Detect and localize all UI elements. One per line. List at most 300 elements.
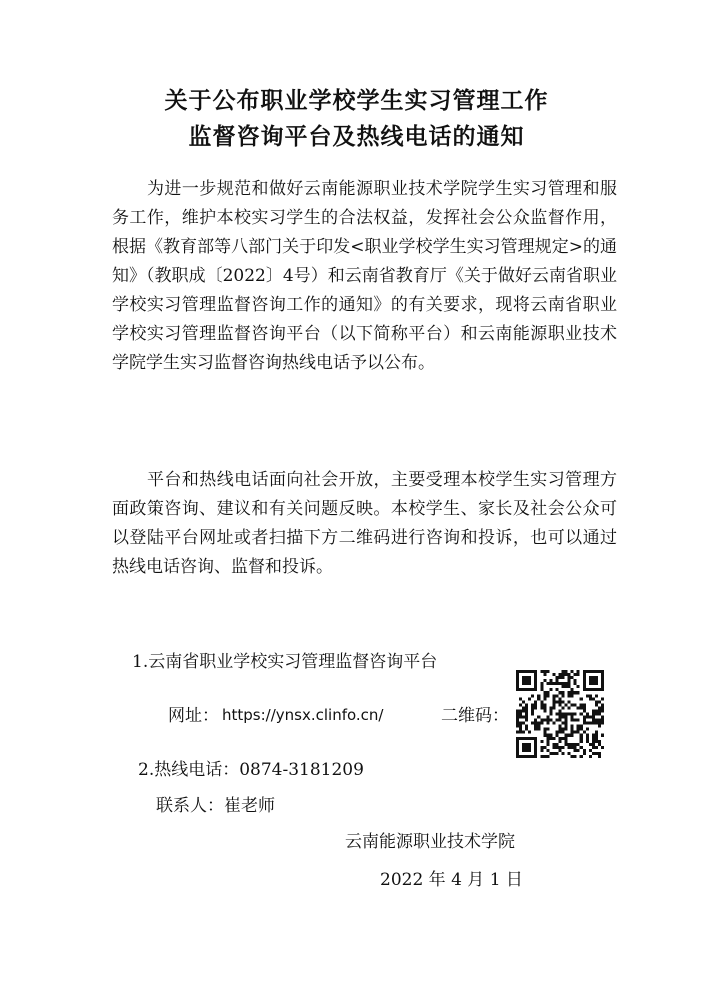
qr-module [574,749,577,752]
qr-module [552,697,555,700]
qr-module [531,722,534,725]
qr-module [516,743,519,746]
qr-module [534,722,537,725]
qr-module [586,734,589,737]
qr-module [522,700,525,703]
qr-module [601,716,604,719]
qr-module [586,716,589,719]
qr-module [577,706,580,709]
qr-module [546,716,549,719]
qr-module [519,712,522,715]
qr-module [525,743,528,746]
qr-module [577,728,580,731]
qr-module [516,749,519,752]
qr-module [562,685,565,688]
qr-module [534,752,537,755]
qr-module [580,703,583,706]
qr-module [568,746,571,749]
qr-module [577,719,580,722]
qr-module [562,706,565,709]
qr-module [598,743,601,746]
qr-module [549,709,552,712]
qr-module [589,697,592,700]
qr-module [571,712,574,715]
qr-module [565,722,568,725]
qr-module [528,682,531,685]
qr-module [558,737,561,740]
qr-module [580,697,583,700]
qr-module [543,673,546,676]
qr-module [589,743,592,746]
qr-module [543,706,546,709]
qr-module [549,688,552,691]
qr-module [583,703,586,706]
qr-module [562,746,565,749]
qr-module [580,706,583,709]
qr-module [528,697,531,700]
qr-module [583,676,586,679]
qr-module [574,691,577,694]
qr-module [516,673,519,676]
qr-module [574,746,577,749]
qr-module [525,709,528,712]
qr-module [601,670,604,673]
qr-module [537,697,540,700]
qr-module [592,734,595,737]
document-title-line-1: 关于公布职业学校学生实习管理工作 [164,88,549,114]
qr-module [525,706,528,709]
qr-module [598,752,601,755]
qr-module [568,685,571,688]
qr-module [525,719,528,722]
qr-module [525,703,528,706]
qr-module [534,670,537,673]
qr-module [519,737,522,740]
qr-module [516,737,519,740]
qr-module [601,703,604,706]
qr-module [571,670,574,673]
qr-module [595,688,598,691]
qr-module [525,712,528,715]
qr-module [555,694,558,697]
qr-module [516,688,519,691]
qr-module [558,697,561,700]
qr-module [571,719,574,722]
qr-module [522,722,525,725]
qr-module [519,755,522,758]
qr-module [583,673,586,676]
qr-module [583,709,586,712]
qr-module [598,740,601,743]
qr-module [552,700,555,703]
qr-module [577,731,580,734]
qr-module [583,670,586,673]
qr-module [528,676,531,679]
signature-date: 2022 年 4 月 1 日 [380,870,523,890]
qr-module [562,670,565,673]
qr-module [583,679,586,682]
qr-module [549,737,552,740]
qr-module [565,728,568,731]
qr-module [516,755,519,758]
qr-module [540,688,543,691]
qr-module [546,719,549,722]
qr-module [592,670,595,673]
qr-module [571,734,574,737]
qr-module [522,755,525,758]
qr-module [552,673,555,676]
qr-module [546,740,549,743]
qr-module [601,706,604,709]
qr-module [555,679,558,682]
qr-module [546,755,549,758]
qr-module [589,676,592,679]
qr-module [595,679,598,682]
qr-module [528,749,531,752]
body-paragraph-2: 平台和热线电话面向社会开放，主要受理本校学生实习管理方面政策咨询、建议和有关问题反映。本校学生、家长及社会公众可以登陆平台网址或者扫描下方二维码进行咨询和投诉，也可以通过热线电话咨询、监督和投诉。 [112,470,617,577]
qr-module [534,688,537,691]
qr-module [558,716,561,719]
qr-module [568,676,571,679]
qr-module [516,746,519,749]
qr-module [516,682,519,685]
qr-module [543,734,546,737]
qr-module [525,737,528,740]
qr-module [516,752,519,755]
qr-module [601,682,604,685]
qr-module [543,746,546,749]
qr-module [543,670,546,673]
qr-module [562,716,565,719]
qr-module [525,746,528,749]
qr-module [580,755,583,758]
qr-module [555,752,558,755]
qr-module [522,670,525,673]
qr-module [592,737,595,740]
qr-module [571,691,574,694]
qr-module [558,719,561,722]
qr-module [534,682,537,685]
qr-module [537,694,540,697]
qr-module [558,746,561,749]
qr-code-icon [516,670,604,758]
qr-module [531,688,534,691]
qr-module [580,712,583,715]
qr-module [589,694,592,697]
qr-module [601,719,604,722]
qr-module [546,682,549,685]
qr-module [580,746,583,749]
qr-module [555,734,558,737]
qr-module [537,728,540,731]
qr-module [555,676,558,679]
qr-module [580,737,583,740]
qr-module [592,682,595,685]
qr-module [525,670,528,673]
qr-module [586,694,589,697]
qr-module [577,673,580,676]
qr-module [562,712,565,715]
qr-module [571,694,574,697]
qr-module [558,725,561,728]
qr-module [592,752,595,755]
qr-module [519,728,522,731]
qr-module [589,670,592,673]
qr-module [525,755,528,758]
qr-module [562,731,565,734]
qr-module [519,725,522,728]
qr-module [601,676,604,679]
qr-module [592,712,595,715]
qr-module [574,703,577,706]
qr-module [558,728,561,731]
qr-module [598,725,601,728]
qr-module [546,691,549,694]
platform-url-link[interactable]: https://ynsx.clinfo.cn/ [222,706,384,724]
qr-module [534,676,537,679]
qr-module [531,755,534,758]
qr-module [565,673,568,676]
qr-module [577,670,580,673]
qr-module [543,719,546,722]
qr-module [525,749,528,752]
qr-module [586,722,589,725]
qr-module [595,740,598,743]
qr-module [522,679,525,682]
qr-module [568,673,571,676]
qr-module [592,709,595,712]
qr-module [516,725,519,728]
qr-module [516,685,519,688]
qr-module [562,676,565,679]
qr-module [534,703,537,706]
qr-module [571,743,574,746]
qr-module [558,731,561,734]
qr-module [540,740,543,743]
contact-person: 联系人：崔老师 [156,796,275,816]
qr-module [595,700,598,703]
qr-module [589,749,592,752]
qr-module [586,728,589,731]
qr-module [601,746,604,749]
qr-module [516,722,519,725]
qr-module [546,734,549,737]
qr-module [595,682,598,685]
qr-module [565,734,568,737]
qr-module [595,670,598,673]
qr-module [592,679,595,682]
qr-module [519,670,522,673]
qr-module [598,719,601,722]
qr-code-label: 二维码： [441,706,509,726]
qr-module [543,679,546,682]
qr-module [552,682,555,685]
qr-module [555,731,558,734]
qr-module [574,682,577,685]
qr-module [562,737,565,740]
qr-module [540,703,543,706]
qr-module [519,688,522,691]
qr-module [519,697,522,700]
qr-module [601,679,604,682]
qr-module [531,670,534,673]
qr-module [555,700,558,703]
qr-module [568,691,571,694]
qr-module [558,691,561,694]
qr-module [516,719,519,722]
qr-module [558,749,561,752]
qr-module [568,706,571,709]
qr-module [555,743,558,746]
url-label: 网址： [168,706,219,726]
qr-module [522,716,525,719]
qr-module [586,740,589,743]
qr-module [534,749,537,752]
qr-module [601,688,604,691]
qr-module [583,706,586,709]
qr-module [525,682,528,685]
qr-module [552,694,555,697]
qr-module [528,755,531,758]
qr-module [531,709,534,712]
qr-module [549,719,552,722]
qr-module [580,725,583,728]
qr-module [583,731,586,734]
body-paragraph-1: 为进一步规范和做好云南能源职业技术学院学生实习管理和服务工作，维护本校实习学生的合法权益，发挥社会公众监督作用，根据《教育部等八部门关于印发<职业学校学生实习管理规定>的通知》（教职成〔2022〕4号）和云南省教育厅《关于做好云南省职业学校实习管理监督咨询工作的通知》的有关要求，现将云南省职业学校实习管理监督咨询平台（以下简称平台）和云南能源职业技术学院学生实习监督咨询热线电话予以公布。 [112,179,617,373]
qr-module [565,719,568,722]
qr-module [537,725,540,728]
qr-module [516,679,519,682]
qr-module [555,688,558,691]
qr-module [571,728,574,731]
qr-module [595,703,598,706]
qr-module [595,746,598,749]
qr-module [522,737,525,740]
qr-module [540,670,543,673]
qr-module [522,743,525,746]
qr-module [543,697,546,700]
qr-module [574,712,577,715]
qr-module [534,737,537,740]
qr-module [565,740,568,743]
qr-module [598,709,601,712]
qr-module [525,716,528,719]
qr-module [568,679,571,682]
qr-module [540,755,543,758]
qr-module [516,731,519,734]
qr-module [580,740,583,743]
qr-module [601,697,604,700]
qr-module [589,722,592,725]
qr-module [601,722,604,725]
qr-module [519,709,522,712]
qr-module [571,746,574,749]
qr-module [562,691,565,694]
qr-module [534,719,537,722]
qr-module [571,676,574,679]
qr-module [555,719,558,722]
qr-module [528,746,531,749]
qr-module [534,755,537,758]
qr-module [565,725,568,728]
qr-module [546,737,549,740]
qr-module [534,746,537,749]
qr-module [522,731,525,734]
qr-module [516,670,519,673]
qr-module [574,743,577,746]
qr-module [519,703,522,706]
qr-module [552,703,555,706]
qr-module [589,755,592,758]
qr-module [565,703,568,706]
qr-module [549,706,552,709]
qr-module [528,731,531,734]
qr-module [595,676,598,679]
qr-module [549,734,552,737]
qr-module [598,670,601,673]
qr-module [580,728,583,731]
qr-module [571,731,574,734]
qr-module [592,746,595,749]
qr-module [565,670,568,673]
qr-module [516,716,519,719]
qr-module [531,703,534,706]
qr-module [577,691,580,694]
qr-module [543,728,546,731]
qr-module [540,749,543,752]
qr-module [595,752,598,755]
qr-module [595,719,598,722]
qr-code-image [516,670,604,758]
qr-module [546,728,549,731]
qr-module [552,737,555,740]
qr-module [598,706,601,709]
qr-module [528,679,531,682]
qr-module [534,673,537,676]
qr-module [589,682,592,685]
qr-module [595,694,598,697]
qr-module [546,749,549,752]
qr-module [516,709,519,712]
qr-module [519,731,522,734]
qr-module [574,731,577,734]
qr-module [589,688,592,691]
qr-module [549,679,552,682]
qr-module [586,670,589,673]
qr-module [568,734,571,737]
qr-module [534,700,537,703]
qr-module [534,743,537,746]
qr-module [528,743,531,746]
qr-module [531,712,534,715]
qr-module [549,712,552,715]
qr-module [601,709,604,712]
qr-module [558,682,561,685]
qr-module [540,685,543,688]
qr-module [583,752,586,755]
qr-module [549,682,552,685]
qr-module [598,722,601,725]
qr-module [558,703,561,706]
qr-module [534,740,537,743]
qr-module [577,749,580,752]
qr-module [568,700,571,703]
qr-module [583,716,586,719]
qr-module [555,712,558,715]
qr-module [565,712,568,715]
qr-module [583,719,586,722]
qr-module [583,685,586,688]
